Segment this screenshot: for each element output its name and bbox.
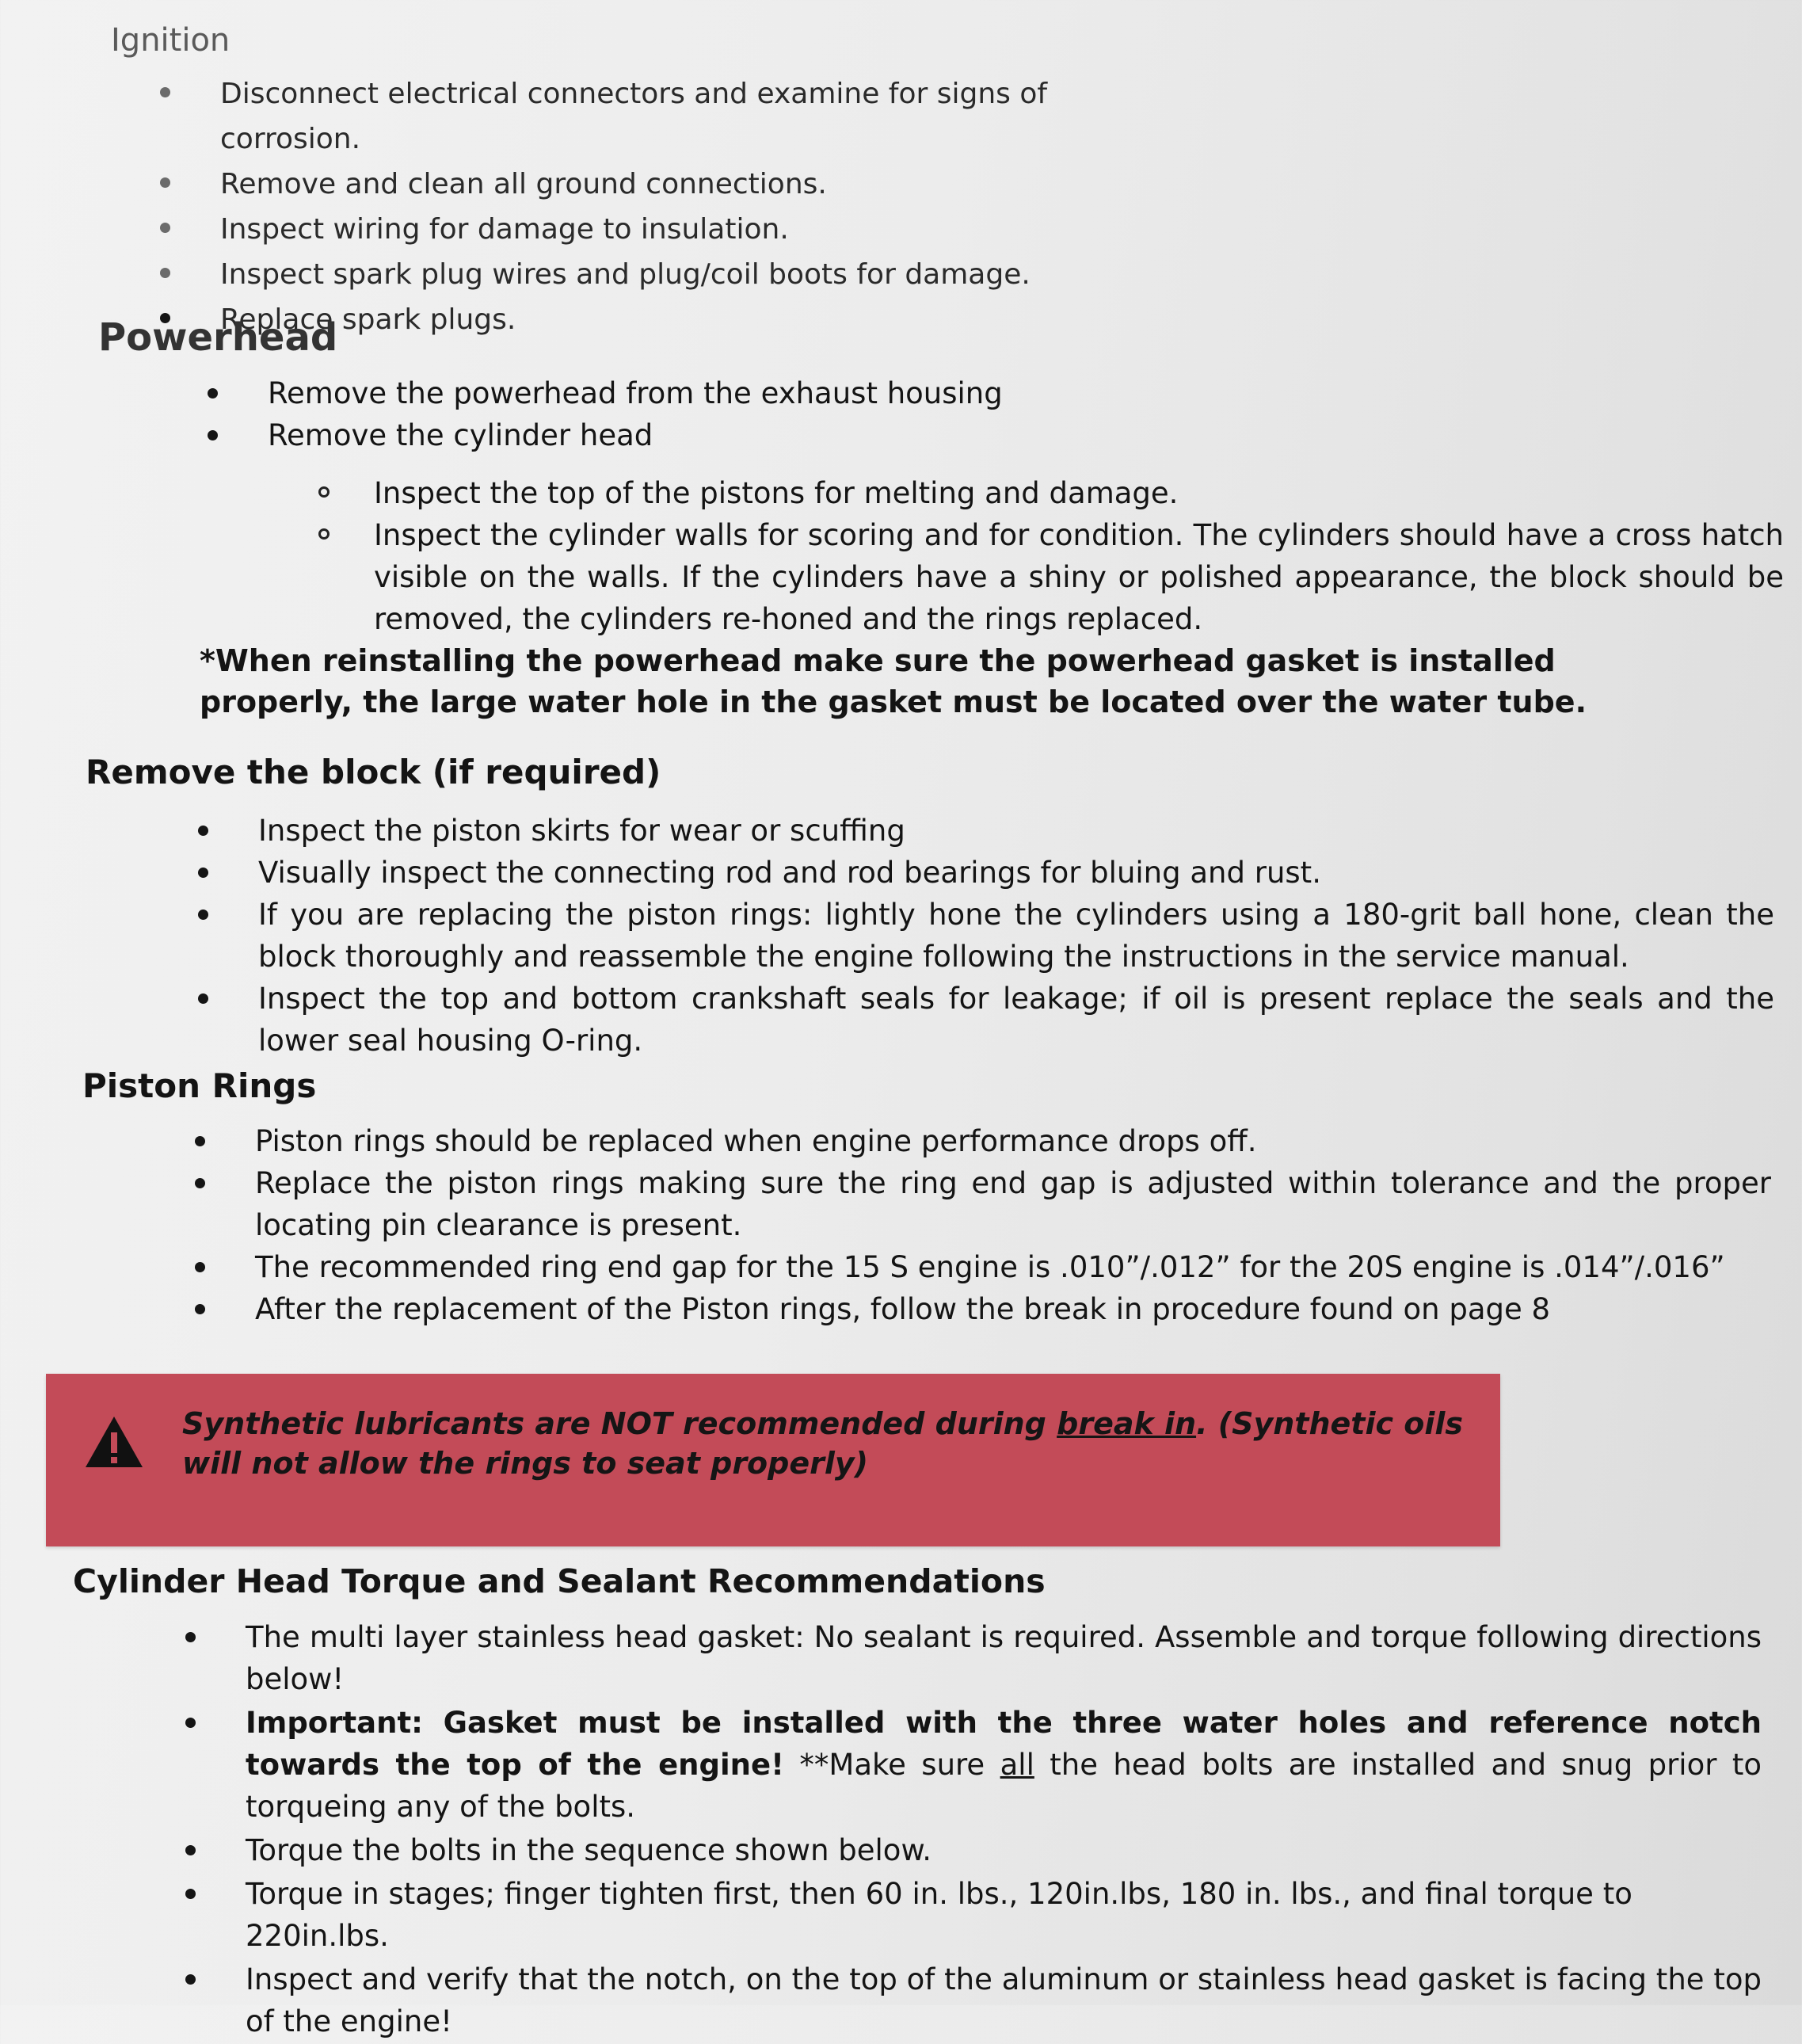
bullet-icon: [195, 1262, 205, 1272]
bullet-icon: [160, 87, 170, 97]
ignition-list: [160, 71, 1190, 342]
bullet-icon: [185, 1632, 196, 1642]
list-item: Remove the powerhead from the exhaust housing: [208, 372, 1316, 414]
list-item: Torque the bolts in the sequence shown below.: [185, 1829, 1762, 1871]
bullet-icon: [185, 1889, 196, 1899]
bullet-icon: [198, 910, 208, 920]
warning-box: [46, 1374, 1500, 1546]
bullet-icon: [195, 1136, 205, 1146]
bullet-icon: [208, 430, 218, 440]
list-item: Important: Gasket must be installed with the three water holes and reference notch towards the top of the engine! **Make sure all the head bolts are installed and snug prior to torqueing any of the bolts.: [185, 1702, 1762, 1828]
remove-block-heading: Remove the block (if required): [86, 753, 661, 791]
bullet-icon: [160, 223, 170, 233]
list-item: Inspect the cylinder walls for scoring and for condition. The cylinders should have a cross hatch visible on the walls. If the cylinders have a shiny or polished appearance, the block should be removed, the cylinders re-honed and the rings replaced.: [318, 514, 1784, 640]
bullet-icon: [198, 993, 208, 1004]
list-item: If you are replacing the piston rings: lightly hone the cylinders using a 180-grit ball hone, clean the block thoroughly and reassemble the engine following the instructions in the service manual.: [198, 894, 1774, 978]
list-item: Inspect the top and bottom crankshaft seals for leakage; if oil is present replace the seals and the lower seal housing O-ring.: [198, 978, 1774, 1062]
list-item: The recommended ring end gap for the 15 S engine is .010”/.012” for the 20S engine is .014”/.016”: [195, 1246, 1771, 1288]
piston-rings-list: [195, 1120, 1771, 1330]
powerhead-sublist: [318, 472, 1784, 640]
ignition-heading: Ignition: [111, 22, 230, 59]
list-item: Piston rings should be replaced when engine performance drops off.: [195, 1120, 1771, 1162]
bullet-icon: [198, 826, 208, 836]
bullet-icon: [160, 268, 170, 278]
powerhead-heading: Powerhead: [98, 315, 338, 360]
list-item: Replace the piston rings making sure the ring end gap is adjusted within tolerance and the proper locating pin clearance is present.: [195, 1162, 1771, 1246]
cylinder-head-heading: Cylinder Head Torque and Sealant Recommendations: [73, 1562, 1046, 1600]
bullet-icon: [160, 177, 170, 188]
circle-bullet-icon: [318, 528, 330, 540]
bullet-icon: [195, 1304, 205, 1314]
list-item: Disconnect electrical connectors and examine for signs of corrosion.: [160, 71, 1190, 162]
list-item: Remove the cylinder head: [208, 414, 1316, 456]
list-item: Replace spark plugs.: [160, 297, 1190, 342]
list-item: Inspect spark plug wires and plug/coil boots for damage.: [160, 252, 1190, 297]
break-in-underlined: break in: [1057, 1406, 1197, 1441]
bullet-icon: [208, 388, 218, 399]
list-item: Remove and clean all ground connections.: [160, 162, 1190, 207]
circle-bullet-icon: [318, 486, 330, 498]
bullet-icon: [185, 1718, 196, 1728]
bullet-icon: [185, 1974, 196, 1985]
bullet-icon: [185, 1845, 196, 1855]
powerhead-note: *When reinstalling the powerhead make sure the powerhead gasket is installed properly, the large water hole in the gasket must be located over the water tube.: [200, 643, 1587, 719]
cylinder-head-list: [185, 1616, 1762, 2044]
bullet-icon: [195, 1178, 205, 1188]
warning-text: Synthetic lubricants are NOT recommended during break in. (Synthetic oils will not allow the rings to seat properly): [182, 1406, 1463, 1481]
list-item: Visually inspect the connecting rod and rod bearings for bluing and rust.: [198, 852, 1774, 894]
list-item: After the replacement of the Piston rings, follow the break in procedure found on page 8: [195, 1288, 1771, 1330]
list-item: Torque in stages; finger tighten first, then 60 in. lbs., 120in.lbs, 180 in. lbs., and final torque to 220in.lbs.: [185, 1873, 1762, 1957]
list-item: Inspect wiring for damage to insulation.: [160, 207, 1190, 252]
remove-block-list: [198, 810, 1774, 1062]
list-item: Inspect the top of the pistons for melting and damage.: [318, 472, 1784, 514]
list-item: The multi layer stainless head gasket: No sealant is required. Assemble and torque following directions below!: [185, 1616, 1762, 1700]
powerhead-list: [208, 372, 1316, 456]
piston-rings-heading: Piston Rings: [82, 1066, 317, 1105]
list-item: Inspect and verify that the notch, on the top of the aluminum or stainless head gasket is facing the top of the engine!: [185, 1958, 1762, 2042]
warning-triangle-icon: [84, 1415, 144, 1469]
bullet-icon: [198, 868, 208, 878]
list-item: Inspect the piston skirts for wear or scuffing: [198, 810, 1774, 852]
